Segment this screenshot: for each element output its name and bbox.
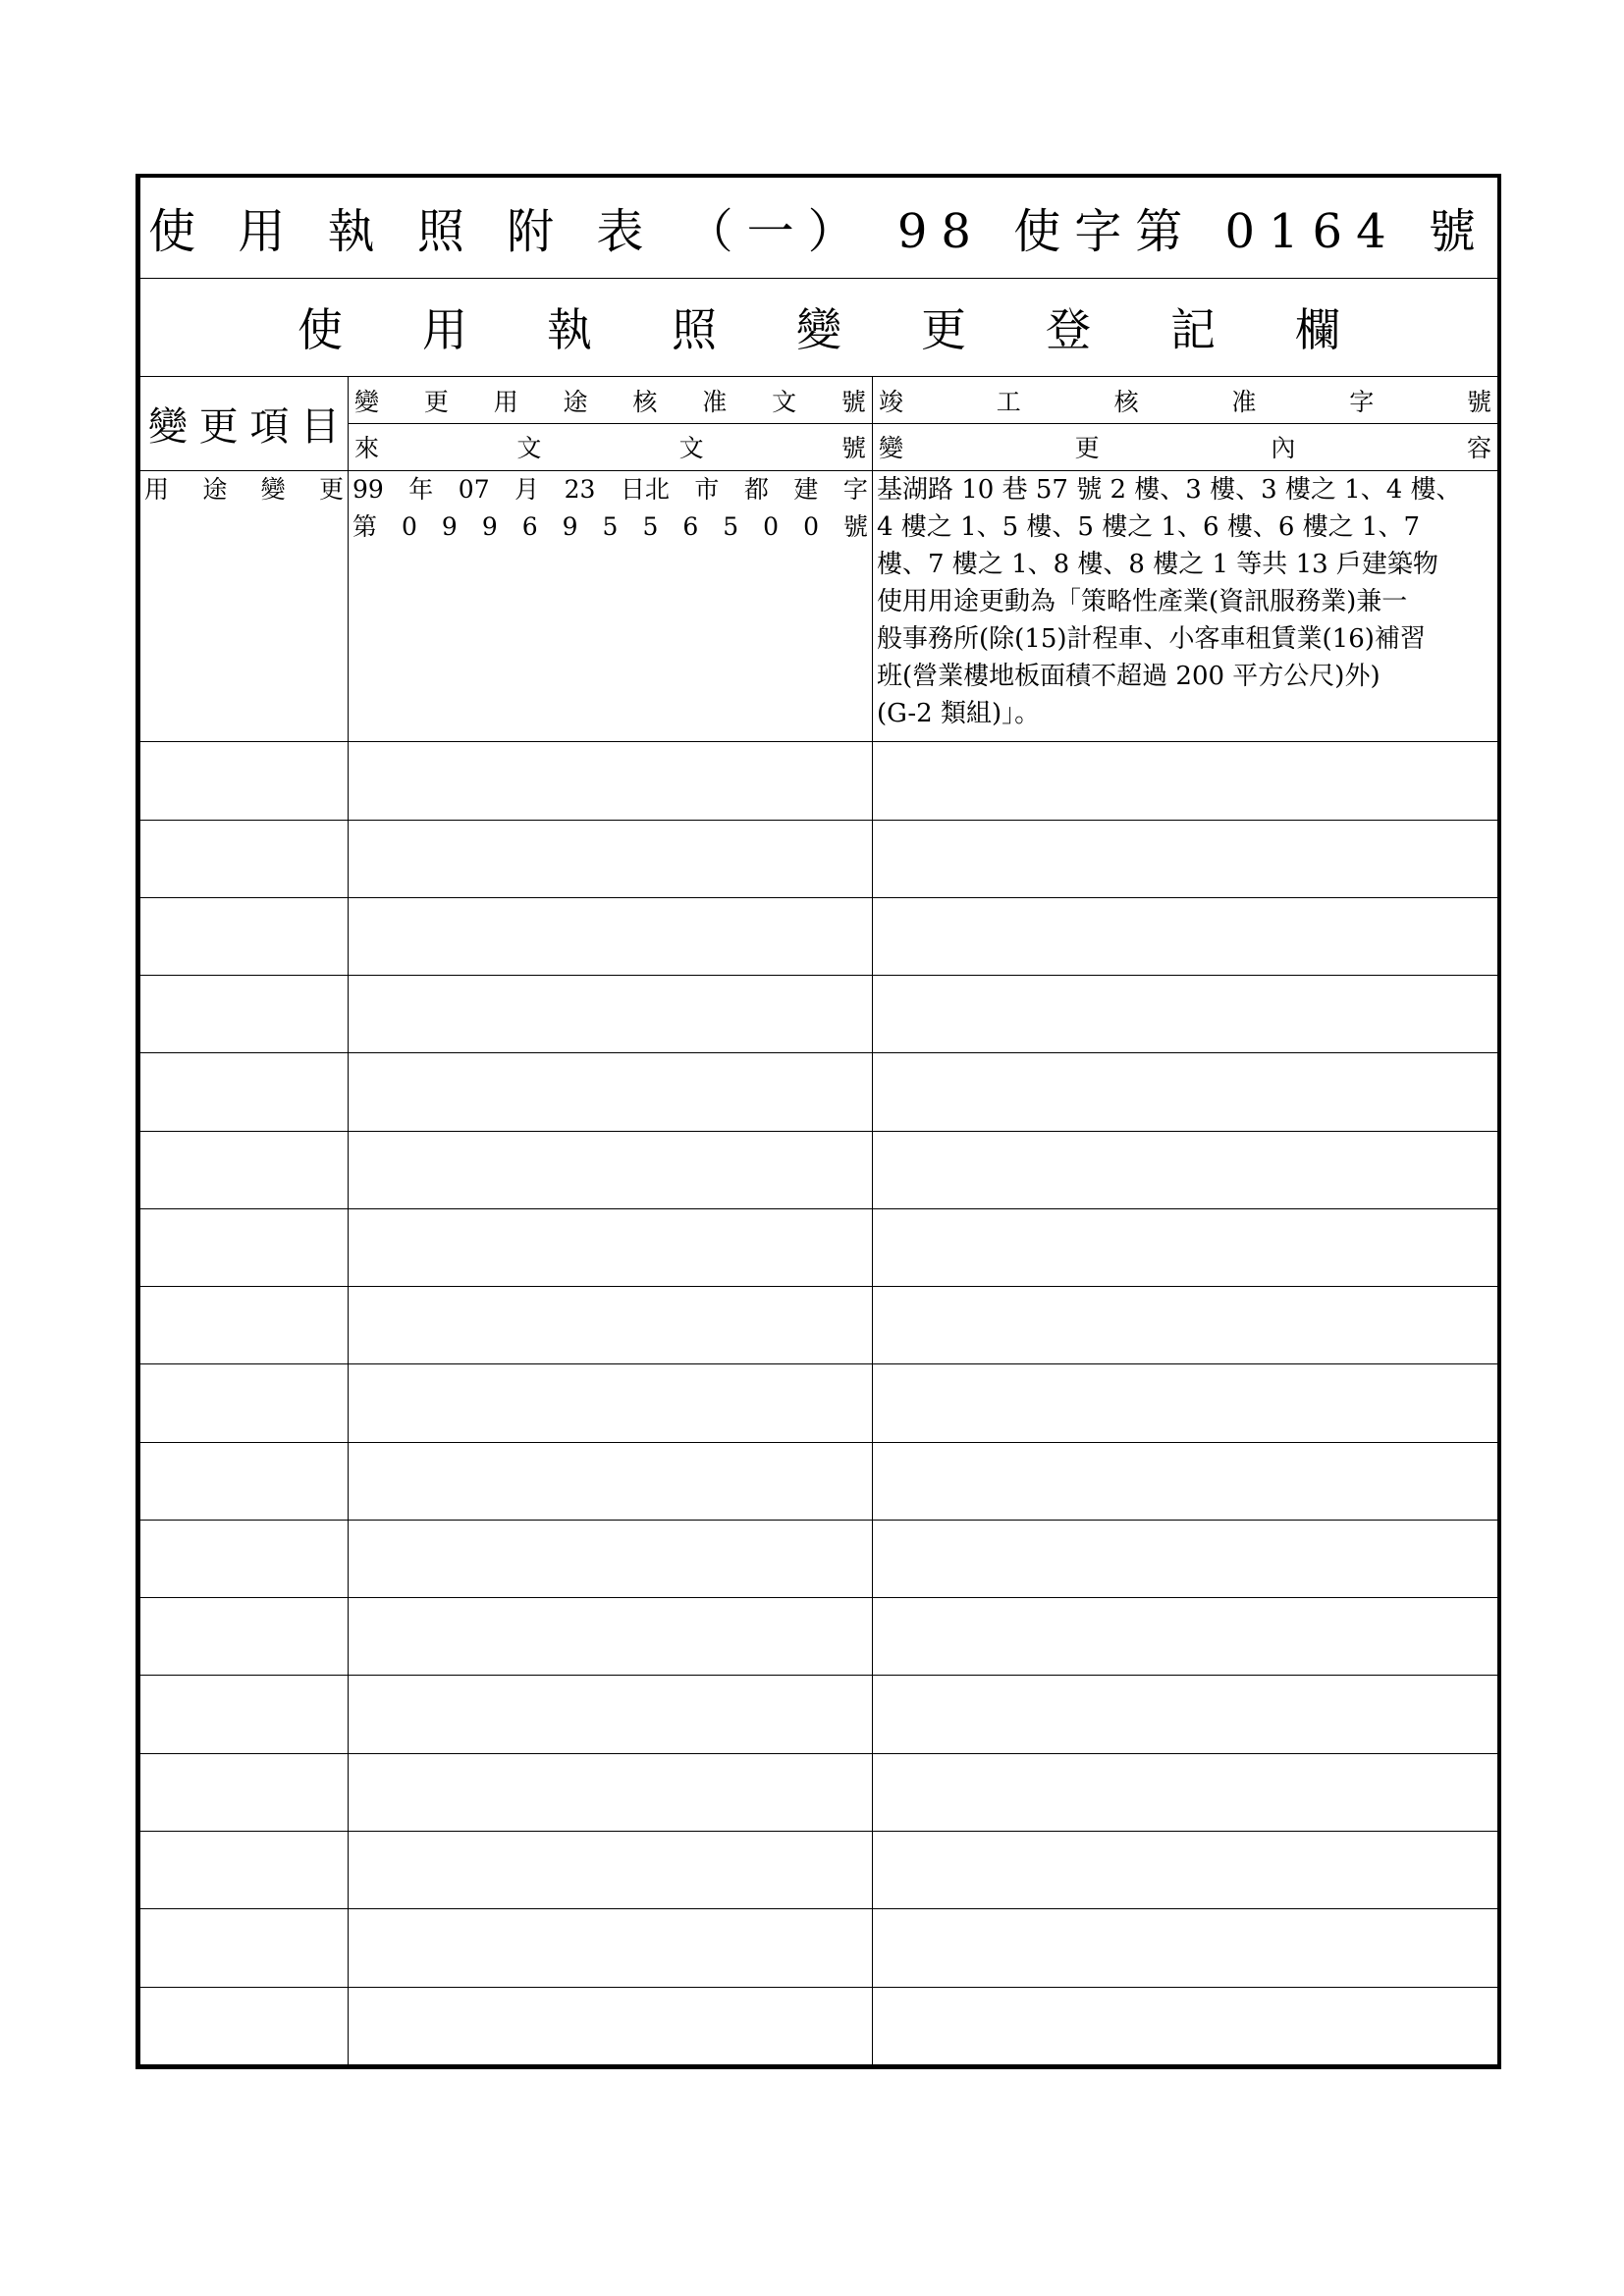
header-char: 竣 — [879, 387, 904, 416]
empty-cell — [873, 1364, 1498, 1442]
table-row — [140, 1831, 1498, 1908]
section-title-char: 照 — [672, 303, 717, 357]
table-row — [140, 1520, 1498, 1597]
header-char: 來 — [354, 434, 380, 463]
approval-char: 建 — [793, 474, 819, 504]
approval-char: 5 — [642, 511, 659, 541]
empty-cell — [349, 1442, 873, 1520]
empty-cell — [873, 1442, 1498, 1520]
empty-cell — [140, 1131, 349, 1208]
row-change-content — [873, 470, 1498, 741]
empty-cell — [349, 1208, 873, 1286]
empty-cell — [873, 1053, 1498, 1131]
empty-cell — [349, 1909, 873, 1987]
empty-cell — [873, 1131, 1498, 1208]
header-char: 文 — [516, 434, 542, 463]
section-title-char: 欄 — [1295, 303, 1340, 357]
header-char: 更 — [198, 404, 239, 451]
empty-cell — [140, 976, 349, 1053]
table-row — [140, 470, 1498, 741]
header-char: 途 — [563, 387, 588, 416]
empty-cell — [873, 1987, 1498, 2064]
section-title-char: 用 — [422, 303, 467, 357]
header-char: 更 — [1074, 434, 1100, 463]
header-change-content — [873, 424, 1498, 471]
header-char: 項 — [249, 404, 290, 451]
approval-char: 市 — [694, 474, 720, 504]
license-appendix-form — [135, 174, 1501, 2069]
empty-cell — [349, 1053, 873, 1131]
empty-cell — [873, 1287, 1498, 1364]
section-title-char: 變 — [796, 303, 841, 357]
change-register-table — [139, 178, 1498, 2065]
empty-cell — [349, 1831, 873, 1908]
header-char: 核 — [632, 387, 658, 416]
section-title-char: 記 — [1170, 303, 1216, 357]
empty-cell — [873, 1753, 1498, 1831]
empty-cell — [873, 1909, 1498, 1987]
approval-char: 6 — [682, 511, 699, 541]
header-char: 准 — [1231, 387, 1257, 416]
table-row — [140, 1053, 1498, 1131]
approval-char: 都 — [743, 474, 769, 504]
empty-cell — [349, 976, 873, 1053]
header-char: 更 — [423, 387, 449, 416]
approval-char: 年 — [408, 474, 434, 504]
table-row — [140, 1909, 1498, 1987]
table-row — [140, 1287, 1498, 1364]
approval-char: 9 — [562, 511, 578, 541]
empty-cell — [873, 1598, 1498, 1676]
empty-cell — [349, 1131, 873, 1208]
header-char: 號 — [1466, 387, 1491, 416]
empty-cell — [140, 820, 349, 897]
table-row — [140, 1987, 1498, 2064]
approval-char: 字 — [842, 474, 868, 504]
empty-cell — [349, 897, 873, 975]
empty-cell — [140, 1520, 349, 1597]
item-char: 變 — [260, 474, 286, 504]
header-char: 目 — [299, 404, 340, 451]
approval-char: 9 — [441, 511, 458, 541]
empty-cell — [873, 820, 1498, 897]
content-line: (G-2 類組)」。 — [877, 698, 1041, 728]
content-line: 基湖路 10 巷 57 號 2 樓、3 樓、3 樓之 1、4 樓、 — [877, 474, 1462, 505]
header-char: 字 — [1349, 387, 1375, 416]
empty-cell — [140, 1208, 349, 1286]
empty-cell — [140, 1831, 349, 1908]
empty-cell — [873, 742, 1498, 820]
empty-cell — [349, 742, 873, 820]
header-char: 內 — [1271, 434, 1296, 463]
empty-cell — [873, 897, 1498, 975]
header-char: 號 — [840, 434, 866, 463]
approval-char: 0 — [803, 511, 819, 541]
approval-char: 9 — [481, 511, 498, 541]
table-row — [140, 976, 1498, 1053]
empty-cell — [140, 1909, 349, 1987]
empty-cell — [873, 1520, 1498, 1597]
section-title-char: 更 — [921, 303, 966, 357]
empty-cell — [140, 1364, 349, 1442]
item-char: 用 — [144, 474, 170, 504]
approval-char: 0 — [402, 511, 417, 541]
content-line: 班(營業樓地板面積不超過 200 平方公尺)外) — [877, 661, 1380, 691]
item-char: 更 — [318, 474, 344, 504]
header-char: 用 — [493, 387, 518, 416]
approval-char: 23 — [564, 474, 596, 504]
header-approval-number — [349, 377, 873, 424]
section-title — [140, 278, 1498, 377]
empty-cell — [873, 1676, 1498, 1753]
section-title-char: 登 — [1046, 303, 1091, 357]
empty-cell — [349, 1753, 873, 1831]
header-char: 核 — [1113, 387, 1139, 416]
approval-char: 6 — [521, 511, 538, 541]
table-row — [140, 1442, 1498, 1520]
table-row — [140, 1131, 1498, 1208]
header-char: 變 — [879, 434, 904, 463]
table-row — [140, 1364, 1498, 1442]
row-item — [140, 470, 349, 741]
empty-cell — [140, 897, 349, 975]
approval-char: 0 — [763, 511, 780, 541]
empty-cell — [873, 976, 1498, 1053]
approval-char: 5 — [602, 511, 619, 541]
approval-char: 月 — [514, 474, 540, 504]
header-char: 號 — [840, 387, 866, 416]
approval-char: 07 — [458, 474, 490, 504]
section-title-char: 使 — [298, 303, 343, 357]
empty-cell — [140, 1442, 349, 1520]
approval-char: 第 — [352, 511, 378, 541]
empty-cell — [349, 1364, 873, 1442]
section-title-char: 執 — [547, 303, 592, 357]
header-char: 變 — [354, 387, 380, 416]
header-char: 變 — [148, 404, 188, 451]
empty-cell — [140, 1287, 349, 1364]
header-incoming-doc-number — [349, 424, 873, 471]
table-row — [140, 897, 1498, 975]
empty-cell — [873, 1208, 1498, 1286]
approval-char: 5 — [723, 511, 739, 541]
header-char: 工 — [996, 387, 1021, 416]
header-char: 文 — [678, 434, 704, 463]
empty-cell — [349, 1987, 873, 2064]
table-row — [140, 742, 1498, 820]
approval-char: 日北 — [620, 474, 670, 504]
header-char: 文 — [772, 387, 797, 416]
header-char: 准 — [702, 387, 728, 416]
empty-cell — [349, 1598, 873, 1676]
page-title: 使 用 執 照 附 表 （一） 98 使字第 0164 號 — [140, 178, 1498, 278]
empty-cell — [349, 1520, 873, 1597]
content-line: 使用用途更動為「策略性產業(資訊服務業)兼一 — [877, 586, 1408, 616]
empty-cell — [140, 1753, 349, 1831]
empty-cell — [140, 1676, 349, 1753]
item-char: 途 — [202, 474, 228, 504]
approval-char: 99 — [352, 474, 384, 504]
content-line: 樓、7 樓之 1、8 樓、8 樓之 1 等共 13 戶建築物 — [877, 549, 1438, 579]
content-line: 4 樓之 1、5 樓、5 樓之 1、6 樓、6 樓之 1、7 — [877, 511, 1420, 542]
empty-cell — [873, 1831, 1498, 1908]
empty-cell — [349, 1287, 873, 1364]
header-completion-number — [873, 377, 1498, 424]
approval-char: 號 — [842, 511, 868, 541]
empty-cell — [349, 1676, 873, 1753]
empty-cell — [140, 742, 349, 820]
empty-cell — [349, 820, 873, 897]
table-row — [140, 1676, 1498, 1753]
content-line: 般事務所(除(15)計程車、小客車租賃業(16)補習 — [877, 623, 1426, 654]
empty-cell — [140, 1987, 349, 2064]
table-row — [140, 1753, 1498, 1831]
empty-cell — [140, 1598, 349, 1676]
table-row — [140, 820, 1498, 897]
table-row — [140, 1598, 1498, 1676]
table-row — [140, 1208, 1498, 1286]
header-change-item — [140, 377, 349, 471]
row-approval — [349, 470, 873, 741]
empty-cell — [140, 1053, 349, 1131]
header-char: 容 — [1466, 434, 1491, 463]
